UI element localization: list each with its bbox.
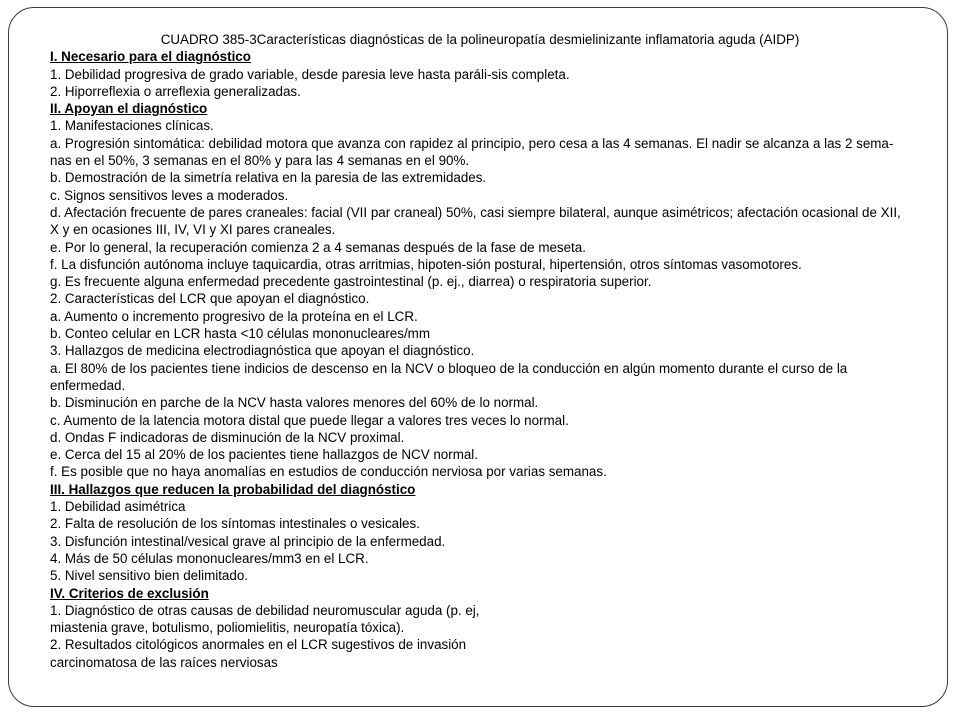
list-item: a. Progresión sintomática: debilidad motora que avanza con rapidez al principio, pero cesa a las 4 semanas. El nadir se alcanza a las 2 sema-nas en el 50%, 3 semanas en el 80% y para las 4 semanas en el 90%. <box>50 135 894 169</box>
list-item: 3. Hallazgos de medicina electrodiagnóstica que apoyan el diagnóstico. <box>50 343 475 359</box>
list-item: c. Aumento de la latencia motora distal que puede llegar a valores tres veces lo normal. <box>50 412 569 428</box>
list-item: 4. Más de 50 células mononucleares/mm3 en el LCR. <box>50 550 369 566</box>
list-item: a. Aumento o incremento progresivo de la proteína en el LCR. <box>50 308 418 324</box>
list-item: e. Cerca del 15 al 20% de los pacientes tiene hallazgos de NCV normal. <box>50 447 479 463</box>
list-item: e. Por lo general, la recuperación comienza 2 a 4 semanas después de la fase de meseta. <box>50 239 586 255</box>
list-item: 5. Nivel sensitivo bien delimitado. <box>50 568 248 584</box>
list-item: miastenia grave, botulismo, poliomielitis, neuropatía tóxica). <box>50 620 405 636</box>
section-heading: IV. Criterios de exclusión <box>50 585 209 601</box>
list-item: b. Conteo celular en LCR hasta <10 células mononucleares/mm <box>50 326 430 342</box>
list-item: 2. Características del LCR que apoyan el diagnóstico. <box>50 291 370 307</box>
list-item: 1. Debilidad progresiva de grado variable, desde paresia leve hasta paráli-sis completa. <box>50 66 570 82</box>
list-item: 2. Falta de resolución de los síntomas intestinales o vesicales. <box>50 516 420 532</box>
section-heading: III. Hallazgos que reducen la probabilidad del diagnóstico <box>50 481 416 497</box>
list-item: b. Disminución en parche de la NCV hasta valores menores del 60% de lo normal. <box>50 395 539 411</box>
list-item: g. Es frecuente alguna enfermedad precedente gastrointestinal (p. ej., diarrea) o respiratoria superior. <box>50 274 652 290</box>
list-item: f. La disfunción autónoma incluye taquicardia, otras arritmias, hipoten-sión postural, hipertensión, otros síntomas vasomotores. <box>50 256 802 272</box>
list-item: c. Signos sensitivos leves a moderados. <box>50 187 289 203</box>
section-heading: II. Apoyan el diagnóstico <box>50 101 208 117</box>
list-item: 1. Diagnóstico de otras causas de debilidad neuromuscular aguda (p. ej, <box>50 602 480 618</box>
list-item: carcinomatosa de las raíces nerviosas <box>50 654 278 670</box>
list-item: 1. Manifestaciones clínicas. <box>50 118 214 134</box>
list-item: 3. Disfunción intestinal/vesical grave al principio de la enfermedad. <box>50 533 446 549</box>
table-content <box>50 31 910 671</box>
list-item: f. Es posible que no haya anomalías en estudios de conducción nerviosa por varias semanas. <box>50 464 607 480</box>
section-heading: I. Necesario para el diagnóstico <box>50 49 251 65</box>
list-item: d. Ondas F indicadoras de disminución de la NCV proximal. <box>50 429 405 445</box>
list-item: 2. Resultados citológicos anormales en el LCR sugestivos de invasión <box>50 637 467 653</box>
list-item: d. Afectación frecuente de pares craneales: facial (VII par craneal) 50%, casi siempre bilateral, aunque asimétricos; afectación ocasional de XII, X y en ocasiones III, IV, VI y XI pares craneales. <box>50 204 901 238</box>
list-item: 1. Debilidad asimétrica <box>50 499 186 515</box>
table-title: CUADRO 385-3Características diagnósticas de la polineuropatía desmielinizante inflamatoria aguda (AIDP) <box>160 32 800 47</box>
list-item: a. El 80% de los pacientes tiene indicios de descenso en la NCV o bloqueo de la conducción en algún momento durante el curso de la enfermedad. <box>50 360 848 393</box>
list-item: 2. Hiporreflexia o arreflexia generalizadas. <box>50 83 301 99</box>
list-item: b. Demostración de la simetría relativa en la paresia de las extremidades. <box>50 170 487 186</box>
